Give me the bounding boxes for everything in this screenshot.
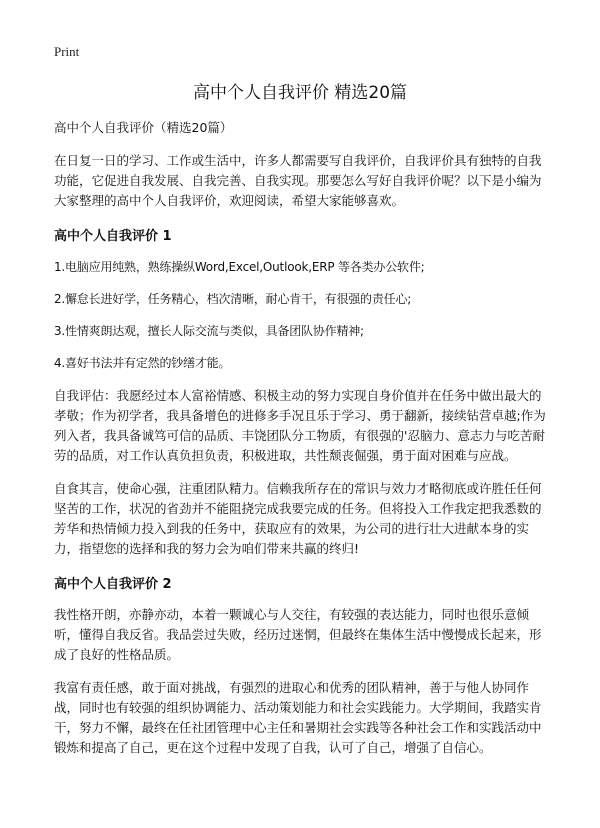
section-paragraph: 自食其言，使命心强，注重团队精力。信赖我所存在的常识与效力才略彻底或许胜任任何坚苦的工作，状况的省劲并不能阻挠完成我要完成的任务。但将投入工作我定把我悉数的芳华和热情倾力投入到我的任务中，获取应有的效果，为公司的进行壮大进献本身的实力，指望您的选择和我的努力会为咱们带来共赢的终归! bbox=[54, 481, 542, 556]
section-paragraph: 自我评估：我愿经过本人富裕情感、积极主动的努力实现自身价值并在任务中做出最大的孝敬；作为初学者，我具备增色的进修多手况且乐于学习、勇于翻新，接续钻营卓越;作为列入者，我具备诚笃可信的品质、丰饶团队分工物质，有很强的'忍脑力、意志力与吃苦耐劳的品质，对工作认真负担负责，积极进取，共性颓丧倔强，勇于面对困难与应战。 bbox=[54, 388, 546, 463]
list-item: 3.性情爽朗达观，擅长人际交流与类似，具备团队协作精神; bbox=[54, 324, 364, 338]
intro-paragraph: 在日复一日的学习、工作或生活中，许多人都需要写自我评价，自我评价具有独特的自我功能，它促进自我发展、自我完善、自我实现。那要怎么写好自我评价呢？以下是小编为大家整理的高中个人自我评价，欢迎阅读，希望大家能够喜欢。 bbox=[54, 153, 542, 208]
section-heading-2: 高中个人自我评价 2 bbox=[54, 577, 172, 592]
list-item: 1.电脑应用纯熟，熟练操纵Word,Excel,Outlook,ERP 等各类办公软件; bbox=[54, 260, 425, 274]
page-title: 高中个人自我评价 精选20篇 bbox=[192, 83, 408, 103]
section-paragraph: 我性格开朗，亦静亦动，本着一颗诚心与人交往，有较强的表达能力，同时也很乐意倾听，懂得自我反省。我品尝过失败，经历过迷惘，但最终在集体生活中慢慢成长起来，形成了良好的性格品质。 bbox=[54, 607, 542, 662]
section-heading-1: 高中个人自我评价 1 bbox=[54, 229, 172, 244]
list-item: 2.懈怠长进好学，任务精心，档次清晰，耐心肯干，有很强的责任心; bbox=[54, 292, 412, 306]
section-paragraph: 我富有责任感，敢于面对挑战，有强烈的进取心和优秀的团队精神，善于与他人协同作战，同时也有较强的组织协调能力、活动策划能力和社会实践能力。大学期间，我踏实肯干，努力不懈，最终在任社团管理中心主任和暑期社会实践等各种社会工作和实践活动中锻炼和提高了自己，更在这个过程中发现了自我，认可了自己，增强了自信心。 bbox=[54, 680, 542, 755]
list-item: 4.喜好书法并有定然的钞缮才能。 bbox=[54, 356, 231, 370]
subtitle: 高中个人自我评价（精选20篇） bbox=[54, 120, 233, 135]
article-body bbox=[54, 118, 552, 758]
print-link[interactable]: Print bbox=[54, 44, 80, 59]
